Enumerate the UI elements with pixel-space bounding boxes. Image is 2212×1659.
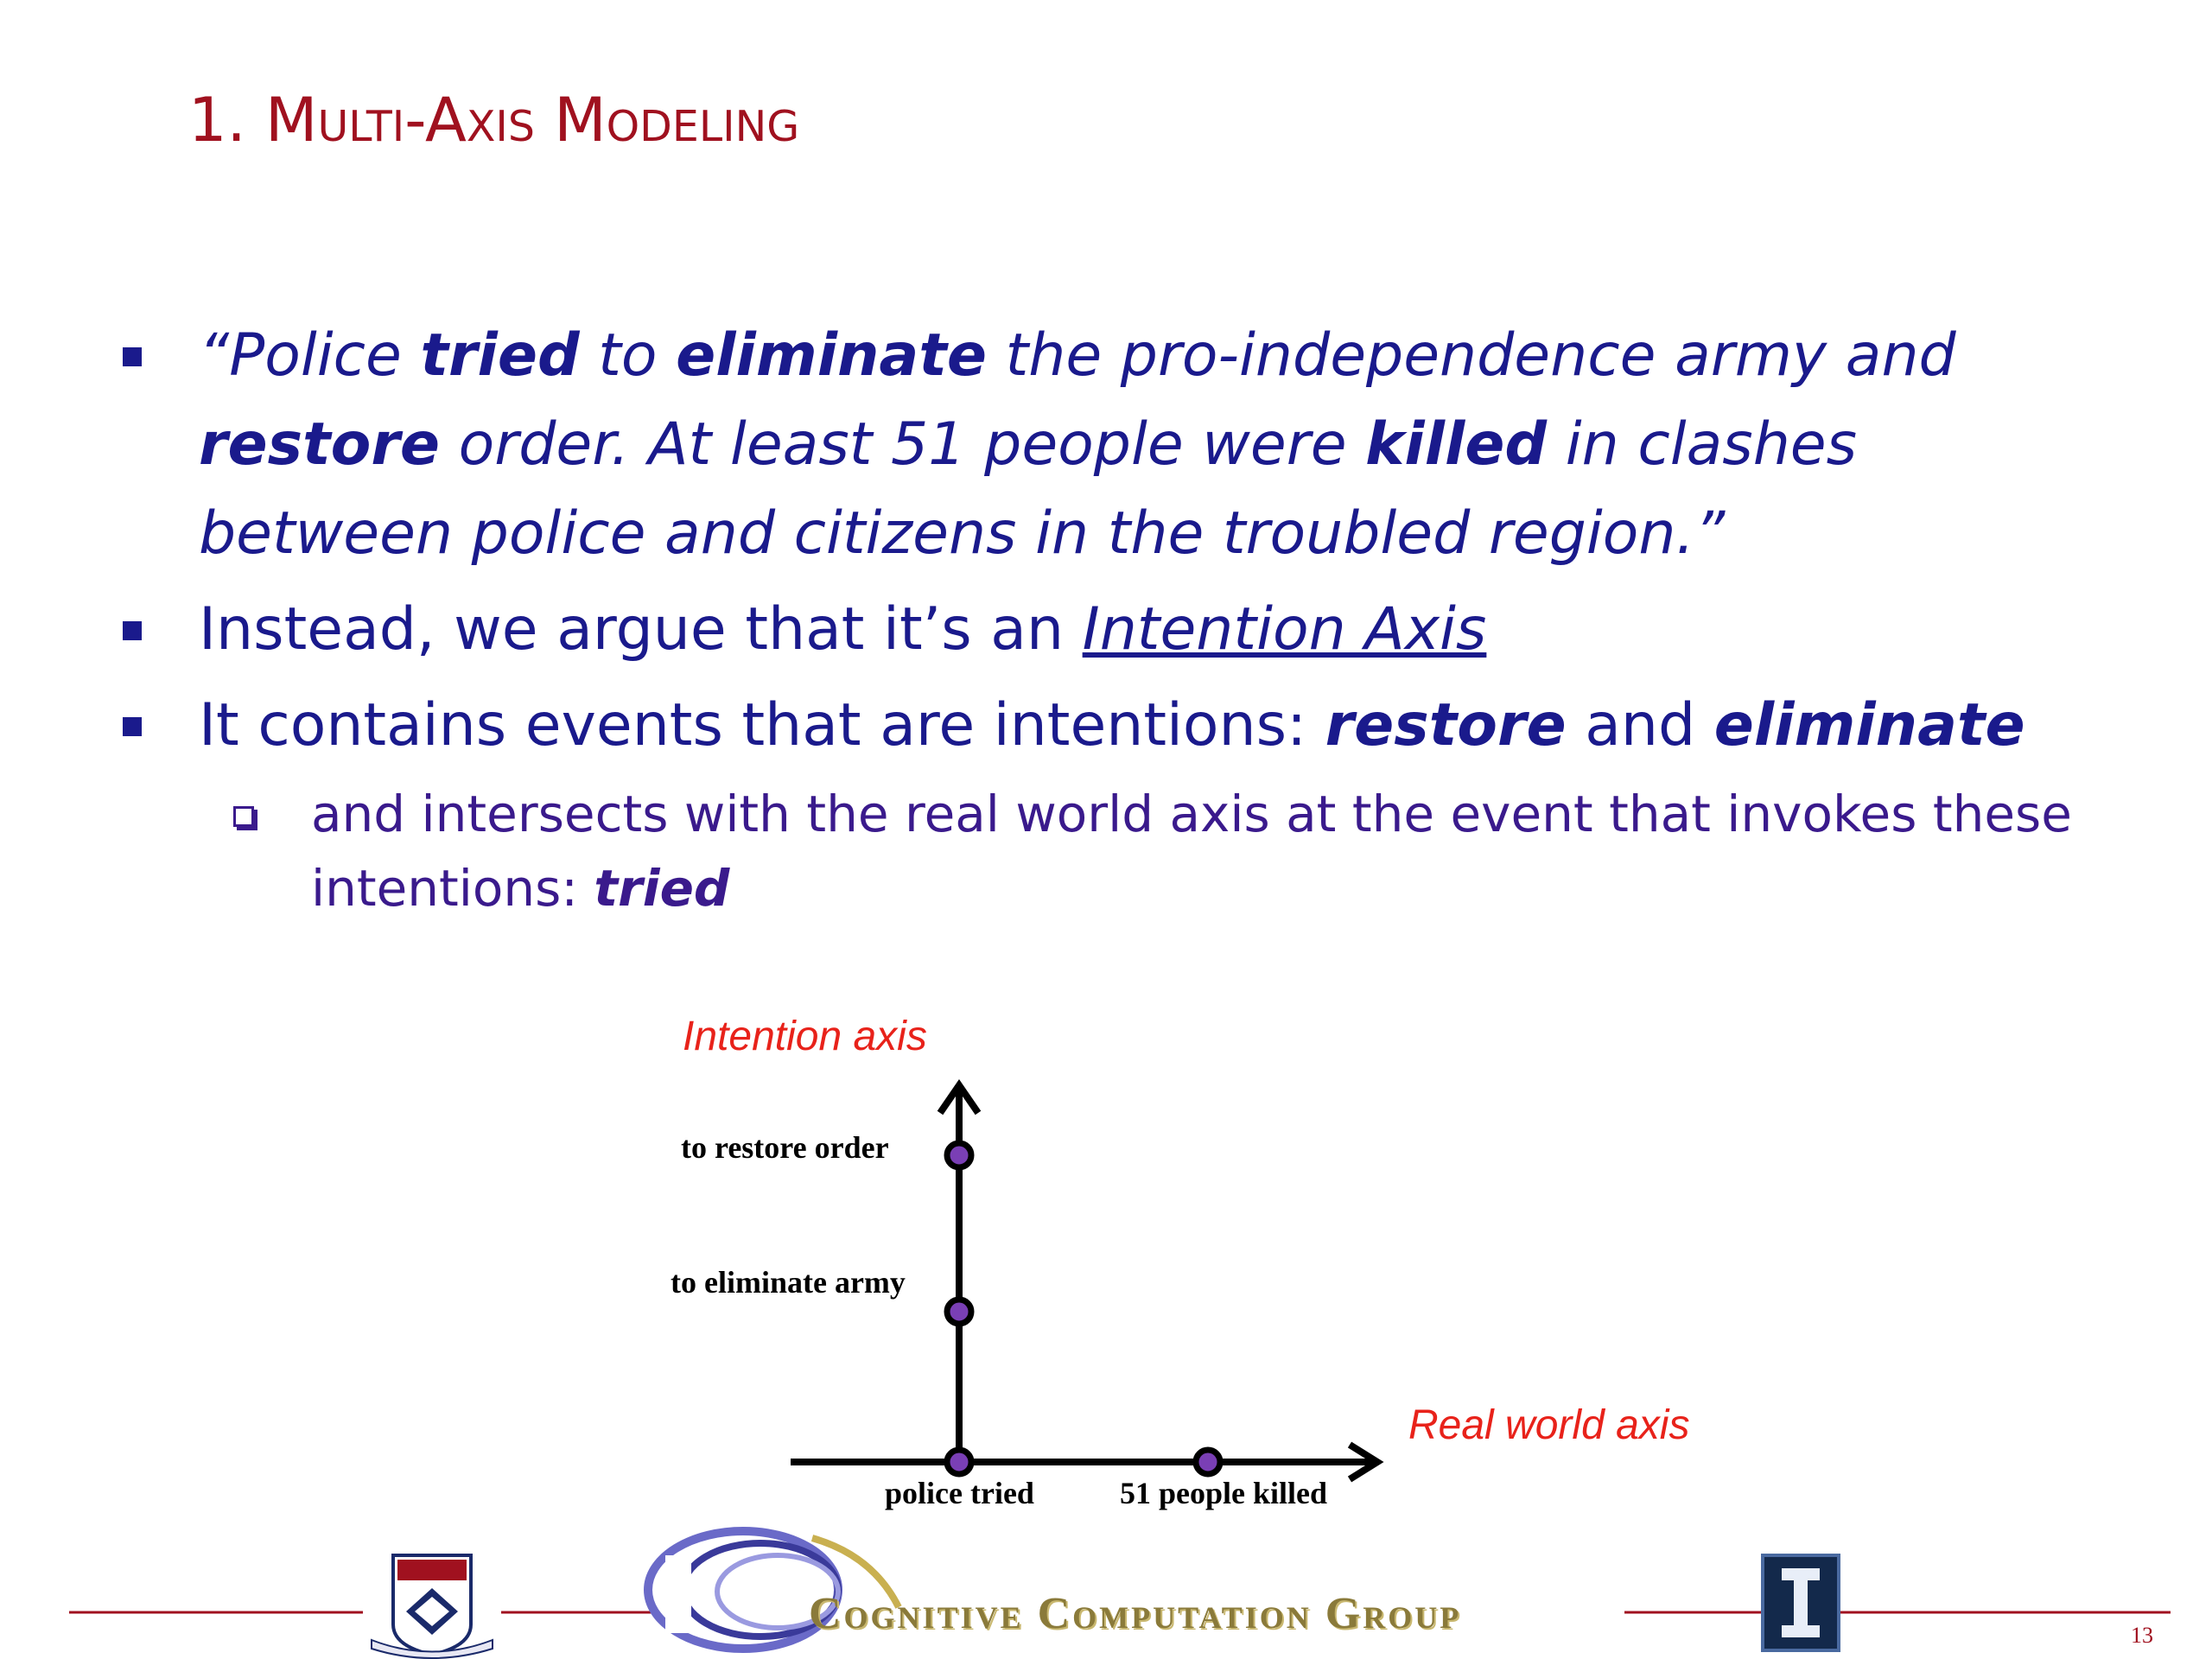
label-people-killed: 51 people killed [1120,1476,1328,1510]
quote-emph-eliminate: eliminate [676,321,987,390]
quote-part: in clashes between police and citizens in the troubled region.” [199,410,1858,568]
label-restore-order: to restore order [681,1130,889,1165]
emph-tried: tried [594,859,730,918]
page-number: 13 [2131,1623,2153,1648]
label-police-tried: police tried [885,1476,1034,1510]
quote-emph-tried: tried [420,321,580,390]
node-restore-order [947,1143,971,1167]
emph-restore: restore [1325,691,1567,760]
quote-part: “Police [199,321,421,390]
node-people-killed [1196,1450,1220,1474]
quote-part: to [579,321,677,390]
ccg-group-name: Cognitive Computation Group [809,1589,1462,1638]
node-eliminate-army [947,1300,971,1324]
quote-emph-restore: restore [199,410,441,479]
intention-axis-term: Intention Axis [1082,595,1487,664]
quote-emph-killed: killed [1365,410,1548,479]
node-police-tried [947,1450,971,1474]
slide-title-text: Multi-Axis Modeling [265,85,800,156]
emph-eliminate: eliminate [1713,691,2025,760]
bullet-text: Instead, we argue that it’s an [199,595,1083,664]
label-eliminate-army: to eliminate army [671,1265,906,1300]
quote-part: order. At least 51 people were [440,410,1366,479]
slide-title-number: 1. [188,85,266,156]
bullet-text: It contains events that are intentions: [199,691,1325,760]
real-world-axis-label: Real world axis [1408,1402,1690,1448]
sub-bullet-text: and intersects with the real world axis at the event that invokes these intentions: [311,785,2072,918]
bullet-text: and [1566,691,1714,760]
quote-part: the pro-independence army and [986,321,1956,390]
intention-axis-label: Intention axis [683,1014,927,1059]
